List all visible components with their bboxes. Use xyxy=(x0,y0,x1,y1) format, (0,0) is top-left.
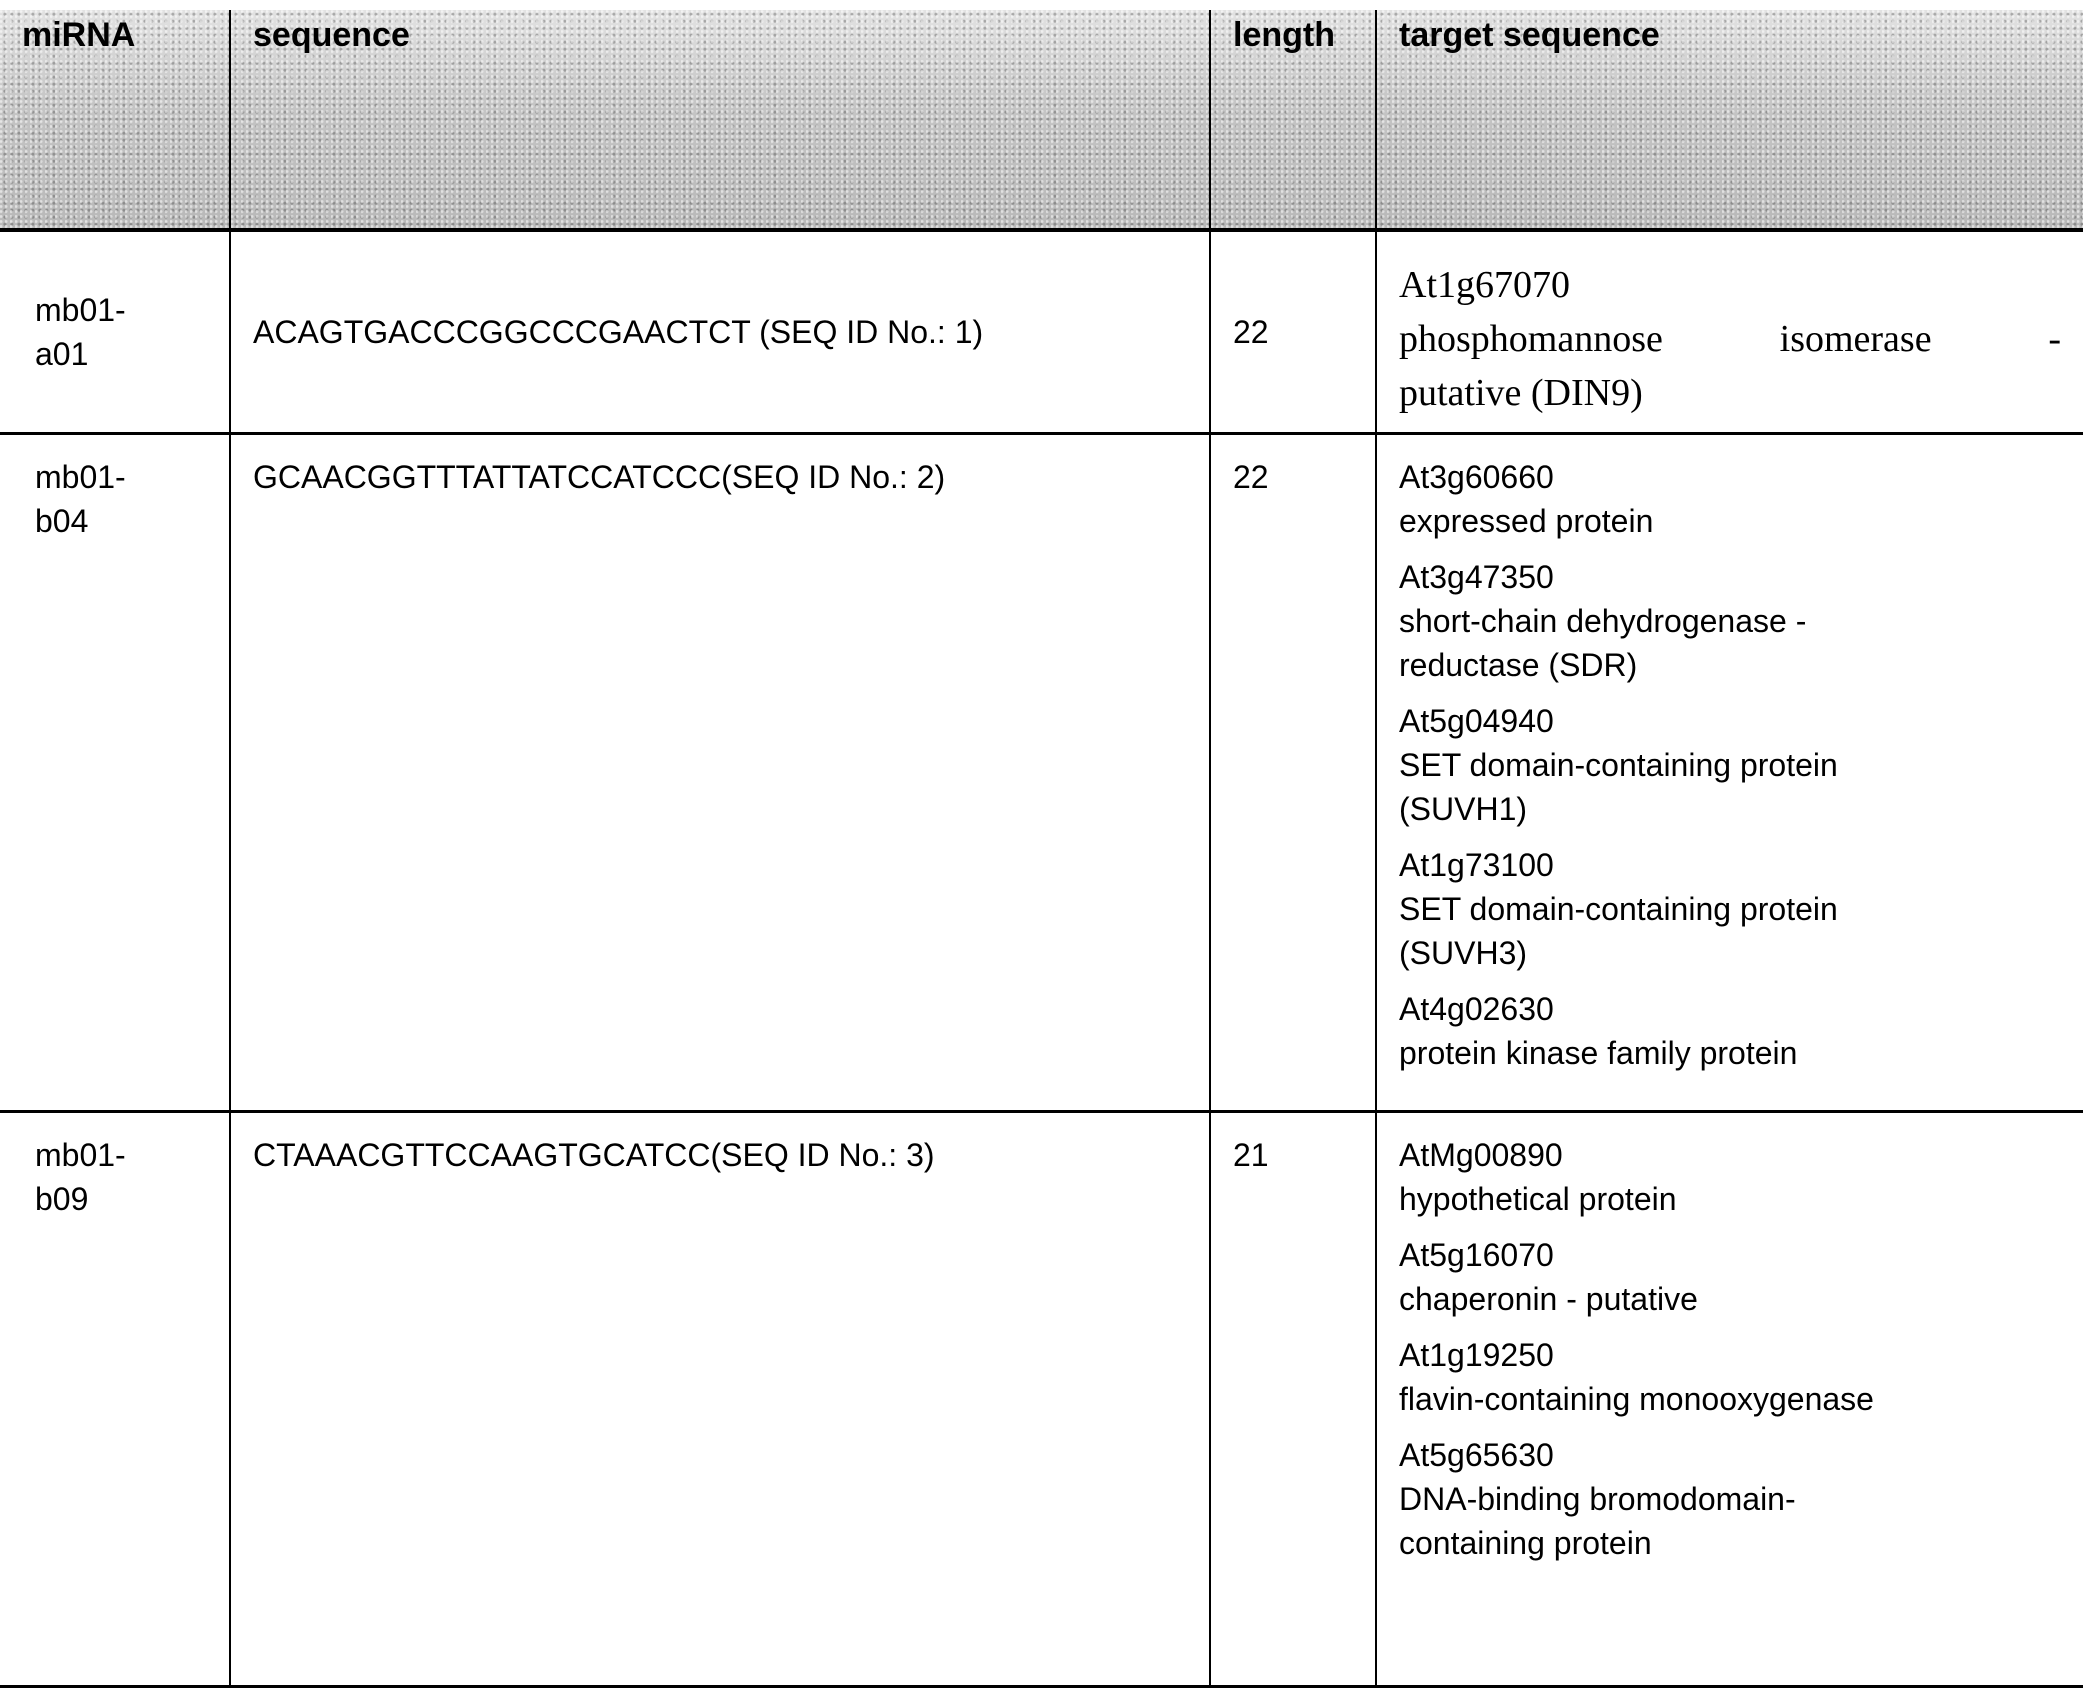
target-description: putative (DIN9) xyxy=(1399,366,2061,420)
target-description: protein kinase family protein xyxy=(1399,1031,2061,1075)
target-entry xyxy=(1399,1333,2061,1421)
header-length: length xyxy=(1210,10,1376,230)
target-description: hypothetical protein xyxy=(1399,1177,2061,1221)
sequence-cell: GCAACGGTTTATTATCCATCCC(SEQ ID No.: 2) xyxy=(230,434,1210,1112)
target-description: flavin-containing monooxygenase xyxy=(1399,1377,2061,1421)
mirna-cell xyxy=(0,1112,230,1687)
target-gene-id: At5g04940 xyxy=(1399,699,2061,743)
target-description: reductase (SDR) xyxy=(1399,643,2061,687)
mirna-name-line: mb01- xyxy=(35,288,207,332)
target-gene-id: At5g16070 xyxy=(1399,1233,2061,1277)
target-description: chaperonin - putative xyxy=(1399,1277,2061,1321)
target-cell xyxy=(1376,434,2083,1112)
mirna-cell xyxy=(0,230,230,434)
target-entry xyxy=(1399,455,2061,543)
table-row xyxy=(0,230,2083,434)
length-cell: 22 xyxy=(1210,434,1376,1112)
target-description: DNA-binding bromodomain- xyxy=(1399,1477,2061,1521)
target-entry xyxy=(1399,1433,2061,1565)
target-description: (SUVH1) xyxy=(1399,787,2061,831)
target-description: short-chain dehydrogenase - xyxy=(1399,599,2061,643)
target-cell xyxy=(1376,1112,2083,1687)
target-gene-id: At5g65630 xyxy=(1399,1433,2061,1477)
mirna-name-line: b04 xyxy=(35,499,207,543)
target-description: SET domain-containing protein xyxy=(1399,887,2061,931)
header-row xyxy=(0,10,2083,230)
mirna-name-line: a01 xyxy=(35,332,207,376)
target-description: expressed protein xyxy=(1399,499,2061,543)
target-gene-id: At4g02630 xyxy=(1399,987,2061,1031)
mirna-target-table xyxy=(0,10,2083,1688)
target-entry xyxy=(1399,1233,2061,1321)
target-cell xyxy=(1376,230,2083,434)
sequence-cell: ACAGTGACCCGGCCCGAACTCT (SEQ ID No.: 1) xyxy=(230,230,1210,434)
target-entry xyxy=(1399,843,2061,975)
target-gene-id: At1g19250 xyxy=(1399,1333,2061,1377)
target-description: phosphomannose isomerase - xyxy=(1399,312,2061,366)
sequence-cell: CTAAACGTTCCAAGTGCATCC(SEQ ID No.: 3) xyxy=(230,1112,1210,1687)
target-description: SET domain-containing protein xyxy=(1399,743,2061,787)
target-gene-id: At3g60660 xyxy=(1399,455,2061,499)
target-entry xyxy=(1399,555,2061,687)
mirna-name-line: b09 xyxy=(35,1177,207,1221)
target-entry xyxy=(1399,987,2061,1075)
header-mirna: miRNA xyxy=(0,10,230,230)
table-row xyxy=(0,434,2083,1112)
length-cell: 22 xyxy=(1210,230,1376,434)
header-sequence: sequence xyxy=(230,10,1210,230)
target-description: (SUVH3) xyxy=(1399,931,2061,975)
mirna-name-line: mb01- xyxy=(35,455,207,499)
target-gene-id: At1g67070 xyxy=(1399,258,2061,312)
target-gene-id: AtMg00890 xyxy=(1399,1133,2061,1177)
target-gene-id: At1g73100 xyxy=(1399,843,2061,887)
target-description: containing protein xyxy=(1399,1521,2061,1565)
table-row xyxy=(0,1112,2083,1687)
target-entry xyxy=(1399,1133,2061,1221)
length-cell: 21 xyxy=(1210,1112,1376,1687)
header-target-sequence: target sequence xyxy=(1376,10,2083,230)
mirna-cell xyxy=(0,434,230,1112)
mirna-name-line: mb01- xyxy=(35,1133,207,1177)
target-entry xyxy=(1399,699,2061,831)
target-gene-id: At3g47350 xyxy=(1399,555,2061,599)
target-entry xyxy=(1399,258,2061,420)
